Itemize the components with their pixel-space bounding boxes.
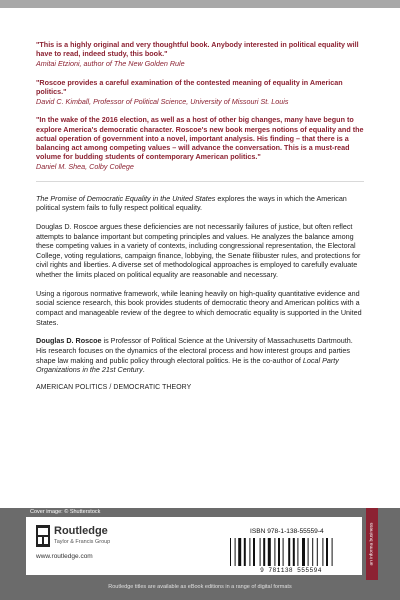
bio-text: is Professor of Political Science at the University of Massachusetts Dartmouth. His research focuses on the dynamics of the electoral process and how interest groups and parties shape law making and public policy through electoral politics. He is the co-author of [36, 336, 353, 365]
quote-attribution: Amitai Etzioni, author of The New Golden Rule [36, 59, 185, 69]
description-text: explores the ways in which the American political system fails to fully respect political equality. [36, 193, 347, 213]
quote-text: "Roscoe provides a careful examination of the contested meaning of equality in American politics." [36, 77, 343, 96]
coauthored-book-title: Local Party Organizations in the 21st Century [36, 355, 339, 375]
barcode-icon [226, 538, 356, 566]
description-paragraph: Using a rigorous normative framework, while leaning heavily on high-quality quantitative evidence and social science research, this book provides students of democratic theory and American politics with a compact and manageable review of the degree to which democratic equality is supported in the United States. [36, 288, 362, 327]
endorsement-quote [36, 115, 364, 171]
quote-attribution: David C. Kimball, Professor of Political Science, University of Missouri St. Louis [36, 97, 289, 107]
quote-text: "In the wake of the 2016 election, as well as a host of other big changes, many have begun to explore America's democratic character. Roscoe's new book merges notions of equality and the actual operation of government into a novel, important analysis. His finding – that there is a balancing act among competing values – will advance the conversation. This is a must-read volume for budding students of contemporary American politics." [36, 115, 364, 162]
author-bio [36, 336, 364, 375]
informa-tab-label: an informa business [369, 522, 375, 566]
publisher-logo [36, 525, 166, 569]
quote-text: "This is a highly original and very thoughtful book. Anybody interested in political equality will have to read, indeed study, this book." [36, 40, 359, 59]
informa-tab [366, 508, 378, 580]
bio-end: . [142, 365, 145, 375]
quote-attribution: Daniel M. Shea, Colby College [36, 162, 134, 172]
divider [36, 181, 364, 182]
ebook-note: Routledge titles are available as eBook editions in a range of digital formats [108, 584, 292, 590]
routledge-logo-icon [36, 525, 50, 547]
publisher-url[interactable]: www.routledge.com [36, 553, 93, 560]
top-band [0, 0, 400, 8]
endorsement-quote [36, 40, 364, 69]
cover-credit: Cover image: © Shutterstock [30, 509, 101, 515]
book-title: The Promise of Democratic Equality in the United States [36, 193, 216, 203]
description-paragraph: Douglas D. Roscoe argues these deficiencies are not necessarily failures of justice, but often reflect attempts to balance important but competing principles and values. He analyzes the balance among these competing values in a variety of contexts, including congressional representation, the Electoral College, voting regulations, campaign finance, lobbying, the Senate filibuster rules, and protections for civil rights and liberties. A diverse set of methodological approaches is employed to carefully evaluate whether the limits placed on political equality are reasonable and necessary. [36, 221, 361, 280]
endorsement-quote [36, 78, 364, 107]
publisher-name: Routledge [54, 525, 108, 537]
description-paragraph [36, 194, 364, 213]
barcode-digits: 9 781138 555594 [260, 567, 322, 574]
isbn: ISBN 978-1-138-55559-4 [250, 528, 324, 535]
subject-category: AMERICAN POLITICS / DEMOCRATIC THEORY [36, 383, 192, 391]
author-name: Douglas D. Roscoe [36, 336, 102, 346]
main-content [36, 40, 364, 391]
publisher-group: Taylor & Francis Group [54, 539, 111, 545]
